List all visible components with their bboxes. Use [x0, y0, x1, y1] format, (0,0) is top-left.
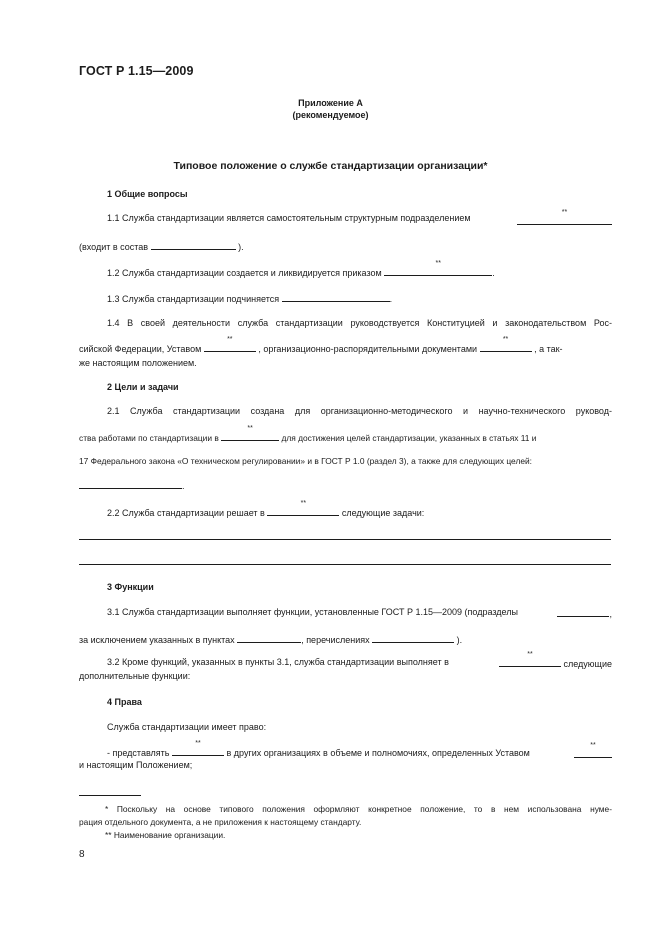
- paragraph-1-4-line3: же настоящим положением.: [79, 358, 197, 368]
- organization-blank: **: [480, 342, 532, 352]
- parent-blank: [151, 240, 236, 250]
- paragraph-1-2: 1.2 Служба стандартизации создается и ликвидируется приказом ** .: [107, 260, 495, 278]
- appendix-title: Приложение А: [298, 98, 363, 108]
- organization-blank: **: [574, 748, 612, 758]
- footnote-1-line1: * Поскольку на основе типового положения оформляют конкретное положение, то в нем использована нуме-: [105, 804, 612, 814]
- page-number: 8: [79, 849, 85, 860]
- paragraph-3-1-line1: 3.1 Служба стандартизации выполняет функции, установленные ГОСТ Р 1.15—2009 (подразделы ,: [107, 607, 612, 619]
- tasks-blank-line: [79, 564, 611, 565]
- organization-blank: **: [267, 506, 339, 516]
- paragraph-2-1-line2: ства работами по стандартизации в ** для достижения целей стандартизации, указанных в статьях 11 и: [79, 425, 537, 443]
- tasks-blank-line: [79, 539, 611, 540]
- document-code: ГОСТ Р 1.15—2009: [79, 64, 194, 78]
- paragraph-2-1-line4: .: [79, 479, 185, 491]
- document-title: Типовое положение о службе стандартизации организации*: [173, 160, 488, 172]
- appendix-subtitle: (рекомендуемое): [292, 110, 369, 120]
- subordinate-blank: [282, 292, 390, 302]
- subsections-blank: [557, 607, 609, 617]
- paragraph-3-2-line2: дополнительные функции:: [79, 671, 191, 681]
- rights-item-line1: - представлять ** в других организациях в объеме и полномочиях, определенных Уставом **: [107, 746, 612, 758]
- footnote-1-line2: рация отдельного документа, а не приложения к настоящему стандарту.: [79, 817, 362, 827]
- footnote-2: ** Наименование организации.: [105, 830, 226, 840]
- paragraph-2-1-line3: 17 Федерального закона «О техническом регулировании» и в ГОСТ Р 1.0 (раздел 3), а также для следующих целей:: [79, 456, 532, 466]
- section-3-heading: 3 Функции: [107, 582, 154, 592]
- section-4-intro: Служба стандартизации имеет право:: [107, 722, 267, 732]
- organization-blank: **: [499, 657, 561, 667]
- section-1-heading: 1 Общие вопросы: [107, 189, 188, 199]
- organization-blank: **: [172, 746, 224, 756]
- paragraph-1-3: 1.3 Служба стандартизации подчиняется .: [107, 294, 393, 304]
- paragraph-1-4-line1: 1.4 В своей деятельности служба стандартизации руководствуется Конституцией и законодательством Рос-: [107, 318, 612, 328]
- items-blank: [237, 633, 301, 643]
- organization-blank: **: [517, 215, 612, 225]
- section-2-heading: 2 Цели и задачи: [107, 382, 179, 392]
- section-4-heading: 4 Права: [107, 697, 142, 707]
- footnote-separator: [79, 795, 141, 796]
- paragraph-2-1-line1: 2.1 Служба стандартизации создана для организационно-методического и научно-технического руковод-: [107, 406, 612, 416]
- paragraph-3-1-line2: за исключением указанных в пунктах , перечислениях ).: [79, 635, 463, 645]
- paragraph-1-4-line2: сийской Федерации, Уставом ** , организационно-распорядительными документами ** , а так-: [79, 336, 563, 354]
- rights-item-line2: и настоящим Положением;: [79, 760, 193, 770]
- paragraph-2-2: 2.2 Служба стандартизации решает в ** следующие задачи:: [107, 500, 425, 518]
- paragraph-1-1-line2: (входит в состав ).: [79, 242, 244, 252]
- organization-blank: **: [384, 266, 492, 276]
- paragraph-1-1-line1: 1.1 Служба стандартизации является самостоятельным структурным подразделением **: [107, 213, 612, 223]
- organization-blank: **: [221, 431, 279, 441]
- goals-blank: [79, 479, 182, 489]
- enumerations-blank: [372, 633, 454, 643]
- paragraph-3-2-line1: 3.2 Кроме функций, указанных в пункты 3.1, служба стандартизации выполняет в ** следующие: [107, 651, 612, 669]
- organization-blank: **: [204, 342, 256, 352]
